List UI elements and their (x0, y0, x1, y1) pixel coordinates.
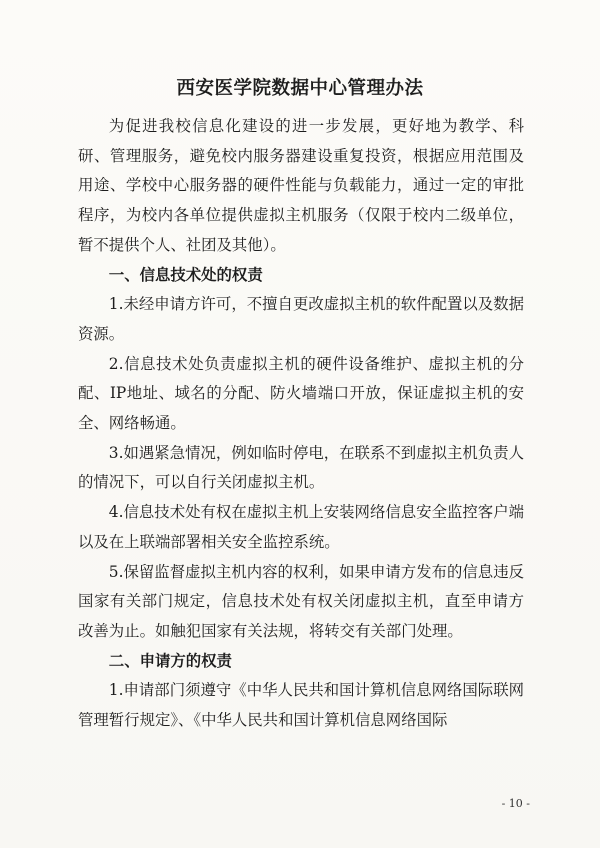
section1-item-2: 2.信息技术处负责虚拟主机的硬件设备维护、虚拟主机的分配、IP地址、域名的分配、防火墙端口开放，保证虚拟主机的安全、网络畅通。 (78, 354, 524, 433)
section1-item-1: 1.未经申请方许可，不擅自更改虚拟主机的软件配置以及数据资源。 (78, 295, 524, 343)
section2-item-1: 1.申请部门须遵守《中华人民共和国计算机信息网络国际联网管理暂行规定》、《中华人民共和国计算机信息网络国际 (78, 681, 524, 730)
section1-item-4: 4.信息技术处有权在虚拟主机上安装网络信息安全监控客户端以及在上联端部署相关安全监控系统。 (78, 503, 524, 551)
document-body (78, 112, 524, 736)
section1-item-3: 3.如遇紧急情况，例如临时停电，在联系不到虚拟主机负责人的情况下，可以自行关闭虚拟主机。 (78, 443, 524, 492)
page-number: - 10 - (501, 797, 530, 810)
document-title: 西安医学院数据中心管理办法 (176, 78, 424, 99)
section1-item-5: 5.保留监督虚拟主机内容的权利，如果申请方发布的信息违反国家有关部门规定，信息技术处有权关闭虚拟主机，直至申请方改善为止。如触犯国家有关法规，将转交有关部门处理。 (78, 562, 524, 640)
section-heading-applicant: 二、申请方的权责 (108, 651, 232, 670)
section-heading-it-office: 一、信息技术处的权责 (108, 265, 263, 284)
intro-paragraph: 为促进我校信息化建设的进一步发展，更好地为教学、科研、管理服务，避免校内服务器建设重复投资，根据应用范围及用途、学校中心服务器的硬件性能与负载能力，通过一定的审批程序，为校内各单位提供虚拟主机服务（仅限于校内二级单位，暂不提供个人、社团及其他）。 (78, 117, 524, 254)
